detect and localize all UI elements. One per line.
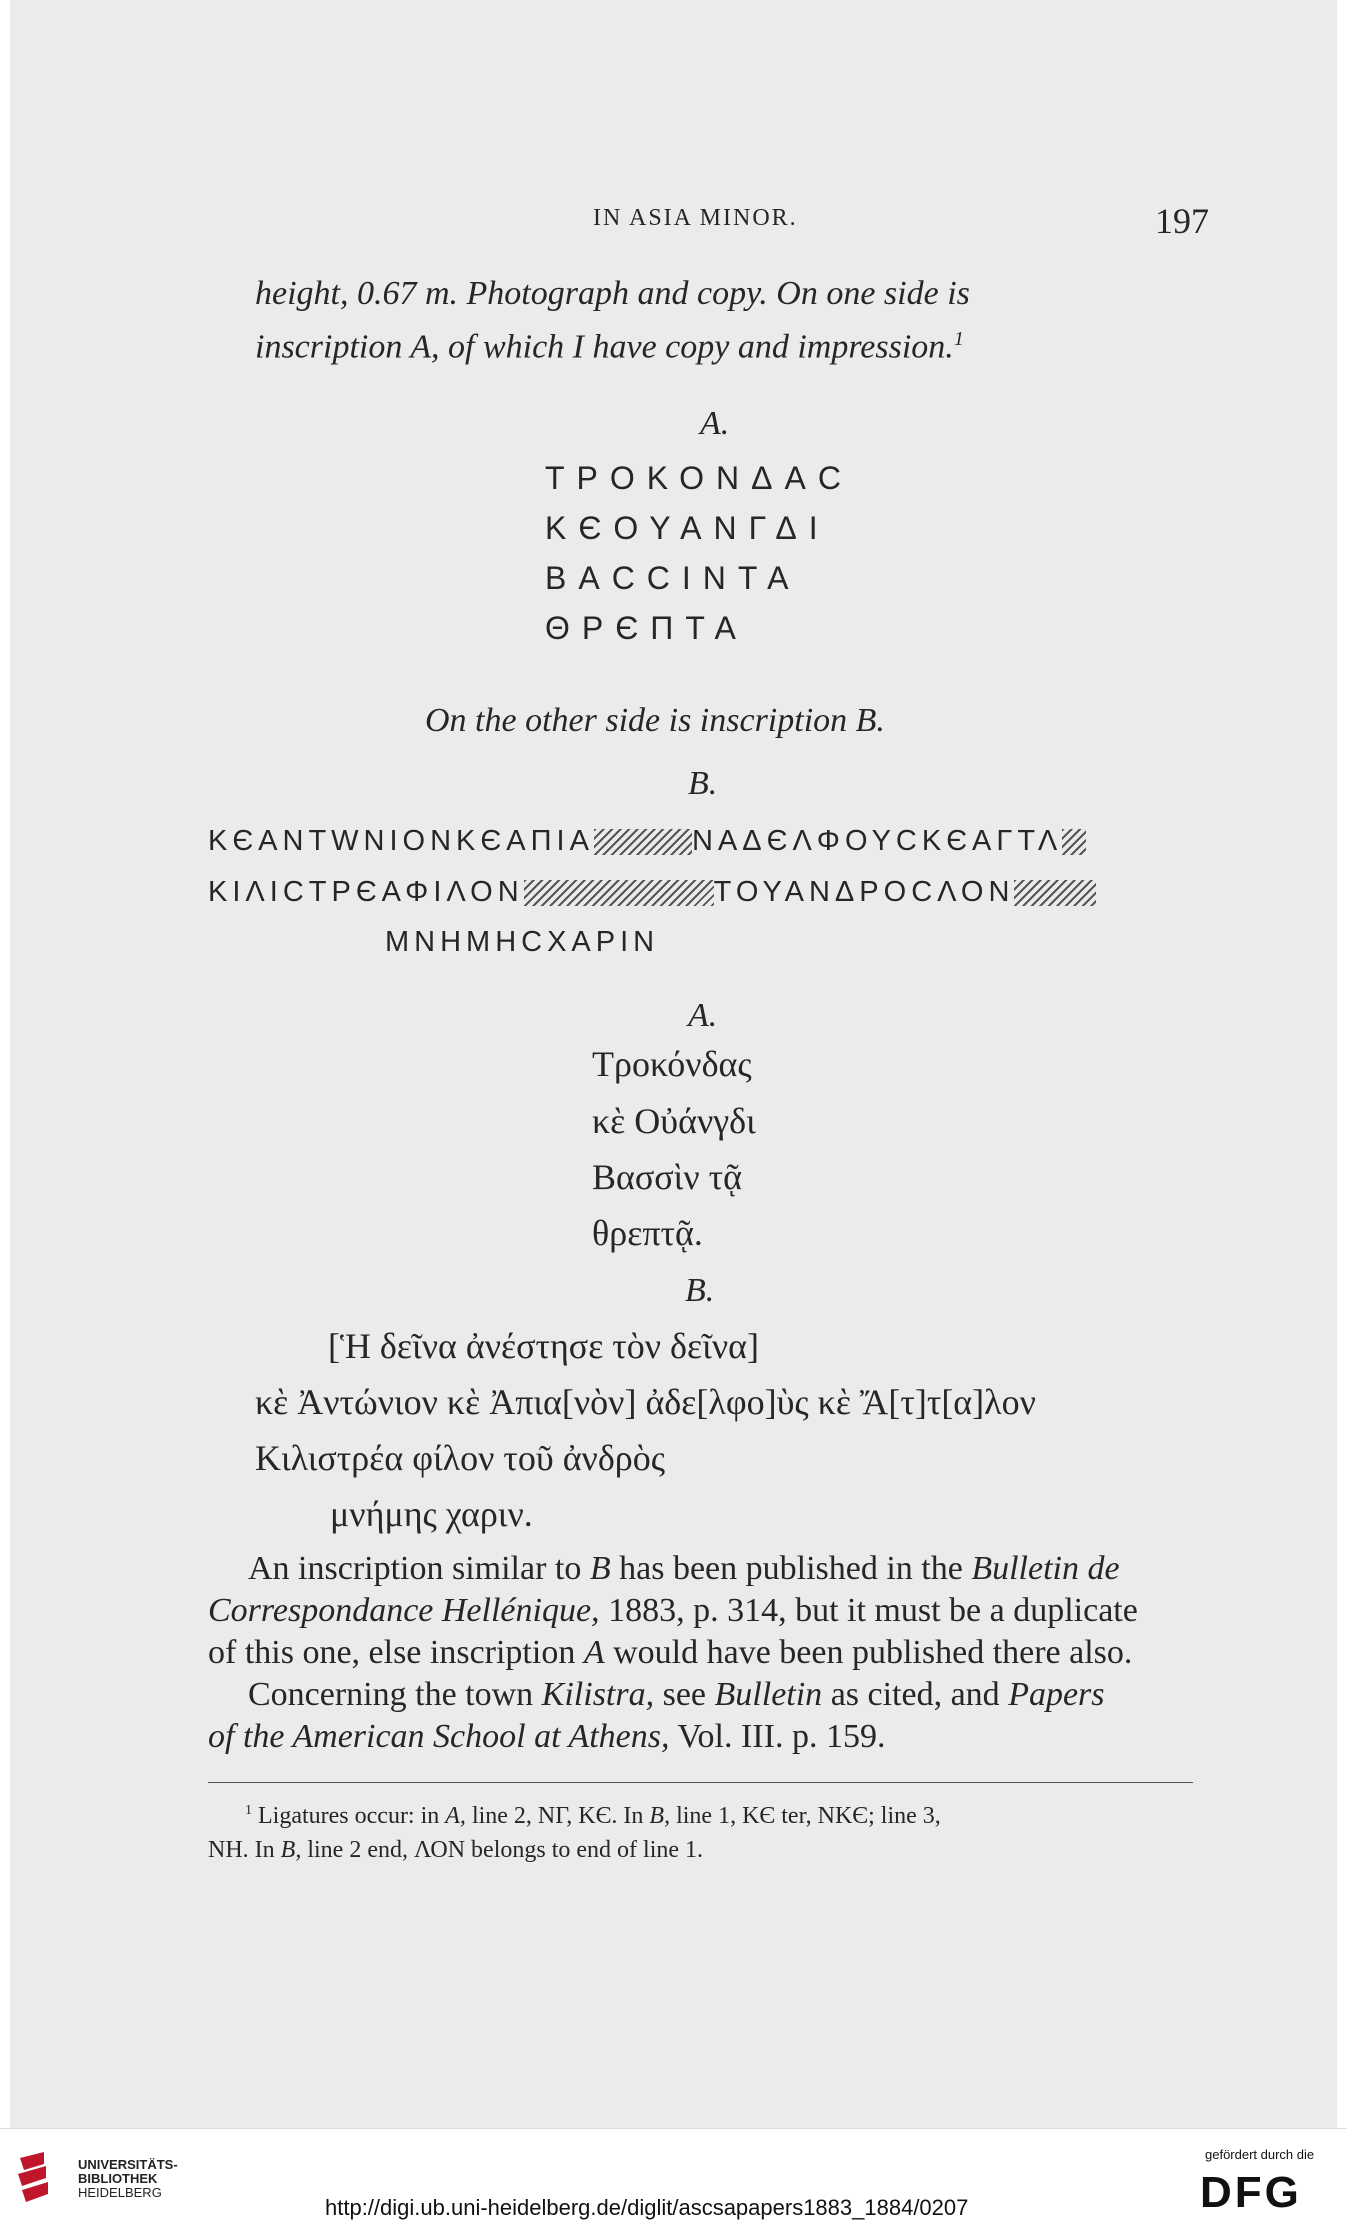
transcription-a-line: Βασσὶν τᾷ (592, 1157, 742, 1197)
damaged-area-hatch (1062, 829, 1086, 855)
footnote-divider (208, 1782, 1193, 1783)
library-line: HEIDELBERG (78, 2185, 162, 2200)
text: has been published in the (619, 1550, 963, 1587)
inscription-b-line-1-part-2: ΝΑΔЄΛΦΟΥCΚЄΑΓΤΛ (691, 825, 1063, 857)
transcription-b-label: B. (685, 1272, 715, 1309)
text: A, (445, 1803, 466, 1829)
damaged-area-hatch (1014, 880, 1096, 906)
page-number: 197 (1155, 201, 1209, 241)
text: see (662, 1676, 707, 1713)
transcription-a-label: A. (688, 997, 718, 1034)
inscription-b-line-2-part-1: ΚΙΛΙCΤΡЄΑΦΙΛΟΝ (208, 876, 524, 908)
text: B, (649, 1803, 671, 1829)
library-name (78, 2158, 178, 2200)
transcription-b-line: Κιλιστρέα φίλον τοῦ ἀνδρὸς (255, 1438, 666, 1478)
text: Bulletin de (971, 1550, 1120, 1587)
inscription-b-line-1-part-1: ΚЄΑΝΤWΝΙΟΝΚЄΑΠΙΑ (208, 825, 594, 857)
footnote-line-1 (245, 1803, 941, 1830)
transcription-a-line: Τροκόνδας (592, 1044, 752, 1084)
paragraph-1-line-2 (208, 1592, 1138, 1630)
inscription-b-line-2-part-2: ΤΟΥΑΝΔΡΟCΛΟΝ (713, 876, 1015, 908)
transcription-a-line: κὲ Οὐάνγδι (592, 1101, 756, 1141)
transcription-b-line: [Ἡ δεῖνα ἀνέστησε τὸν δεῖνα] (328, 1326, 759, 1366)
university-library-logo-icon (14, 2148, 62, 2208)
inscription-a-label: A. (700, 405, 730, 442)
footnote-mark: 1 (245, 1803, 252, 1818)
text: would have been published there also. (613, 1634, 1133, 1671)
inscription-b-line-2 (208, 876, 1096, 909)
inscription-b-line-1 (208, 825, 1086, 858)
text: of the American School at Athens, (208, 1718, 670, 1755)
dfg-logo: DFG (1200, 2168, 1302, 2217)
transcription-b-line: κὲ Ἀντώνιον κὲ Ἀπια[νὸν] ἀδε[λφο]ὺς κὲ Ἄ[τ]τ[α]λον (255, 1382, 1036, 1422)
inscription-a-line: ΒΑCCΙΝΤΑ (545, 560, 801, 596)
inscription-b-label: B. (688, 765, 718, 802)
intro-line-1: height, 0.67 m. Photograph and copy. On one side is (255, 275, 970, 312)
text: Concerning the town (248, 1676, 534, 1713)
text: A (583, 1634, 605, 1671)
text: B, (280, 1837, 302, 1863)
footnote-line-2 (208, 1837, 703, 1864)
intro-line-2 (255, 328, 964, 366)
intro-line-2-text: inscription A, of which I have copy and impression. (255, 328, 954, 366)
inscription-a-line: ΘΡЄΠΤΑ (545, 610, 748, 646)
paragraph-2-line-2 (208, 1718, 885, 1756)
permalink-url[interactable]: http://digi.ub.uni-heidelberg.de/diglit/ascsapapers1883_1884/0207 (325, 2195, 969, 2220)
text: 1883, p. 314, but it must be a duplicate (608, 1592, 1138, 1629)
paragraph-2-line-1 (248, 1676, 1105, 1714)
text: line 2 end, ΛΟΝ belongs to end of line 1. (307, 1837, 704, 1863)
text: as cited, and (830, 1676, 1000, 1713)
damaged-area-hatch (524, 880, 714, 906)
text: Ligatures occur: in (258, 1803, 440, 1829)
text: An inscription similar to (248, 1550, 582, 1587)
other-side-caption: On the other side is inscription B. (425, 702, 885, 739)
library-line: BIBLIOTHEK (78, 2171, 158, 2186)
inscription-b-line-3: ΜΝΗΜΗCΧΑΡΙΝ (385, 926, 660, 958)
text: B (589, 1550, 611, 1587)
inscription-a-line: ΚЄΟΥΑΝΓΔΙ (545, 510, 830, 546)
paragraph-1-line-3 (208, 1634, 1132, 1672)
footnote-reference: 1 (953, 328, 964, 350)
running-title: IN ASIA MINOR. (593, 205, 798, 231)
text: ΝΗ. In (208, 1837, 275, 1863)
paragraph-1-line-1 (248, 1550, 1120, 1588)
text: of this one, else inscription (208, 1634, 576, 1671)
text: Correspondance Hellénique, (208, 1592, 600, 1629)
text: line 1, ΚЄ ter, ΝΚЄ; line 3, (676, 1803, 941, 1829)
transcription-a-line: θρεπτᾷ. (592, 1213, 703, 1253)
inscription-a-line: ΤΡΟΚΟΝΔΑC (545, 460, 853, 496)
text: Bulletin (714, 1676, 823, 1713)
funded-by-label: gefördert durch die (1205, 2147, 1315, 2162)
text: line 2, ΝΓ, ΚЄ. In (471, 1803, 644, 1829)
text: Kilistra, (541, 1676, 655, 1713)
library-line: UNIVERSITÄTS- (78, 2157, 178, 2172)
transcription-b-line: μνήμης χαριν. (330, 1494, 533, 1534)
damaged-area-hatch (594, 829, 692, 855)
text: Vol. III. p. 159. (677, 1718, 886, 1755)
text: Papers (1008, 1676, 1105, 1713)
